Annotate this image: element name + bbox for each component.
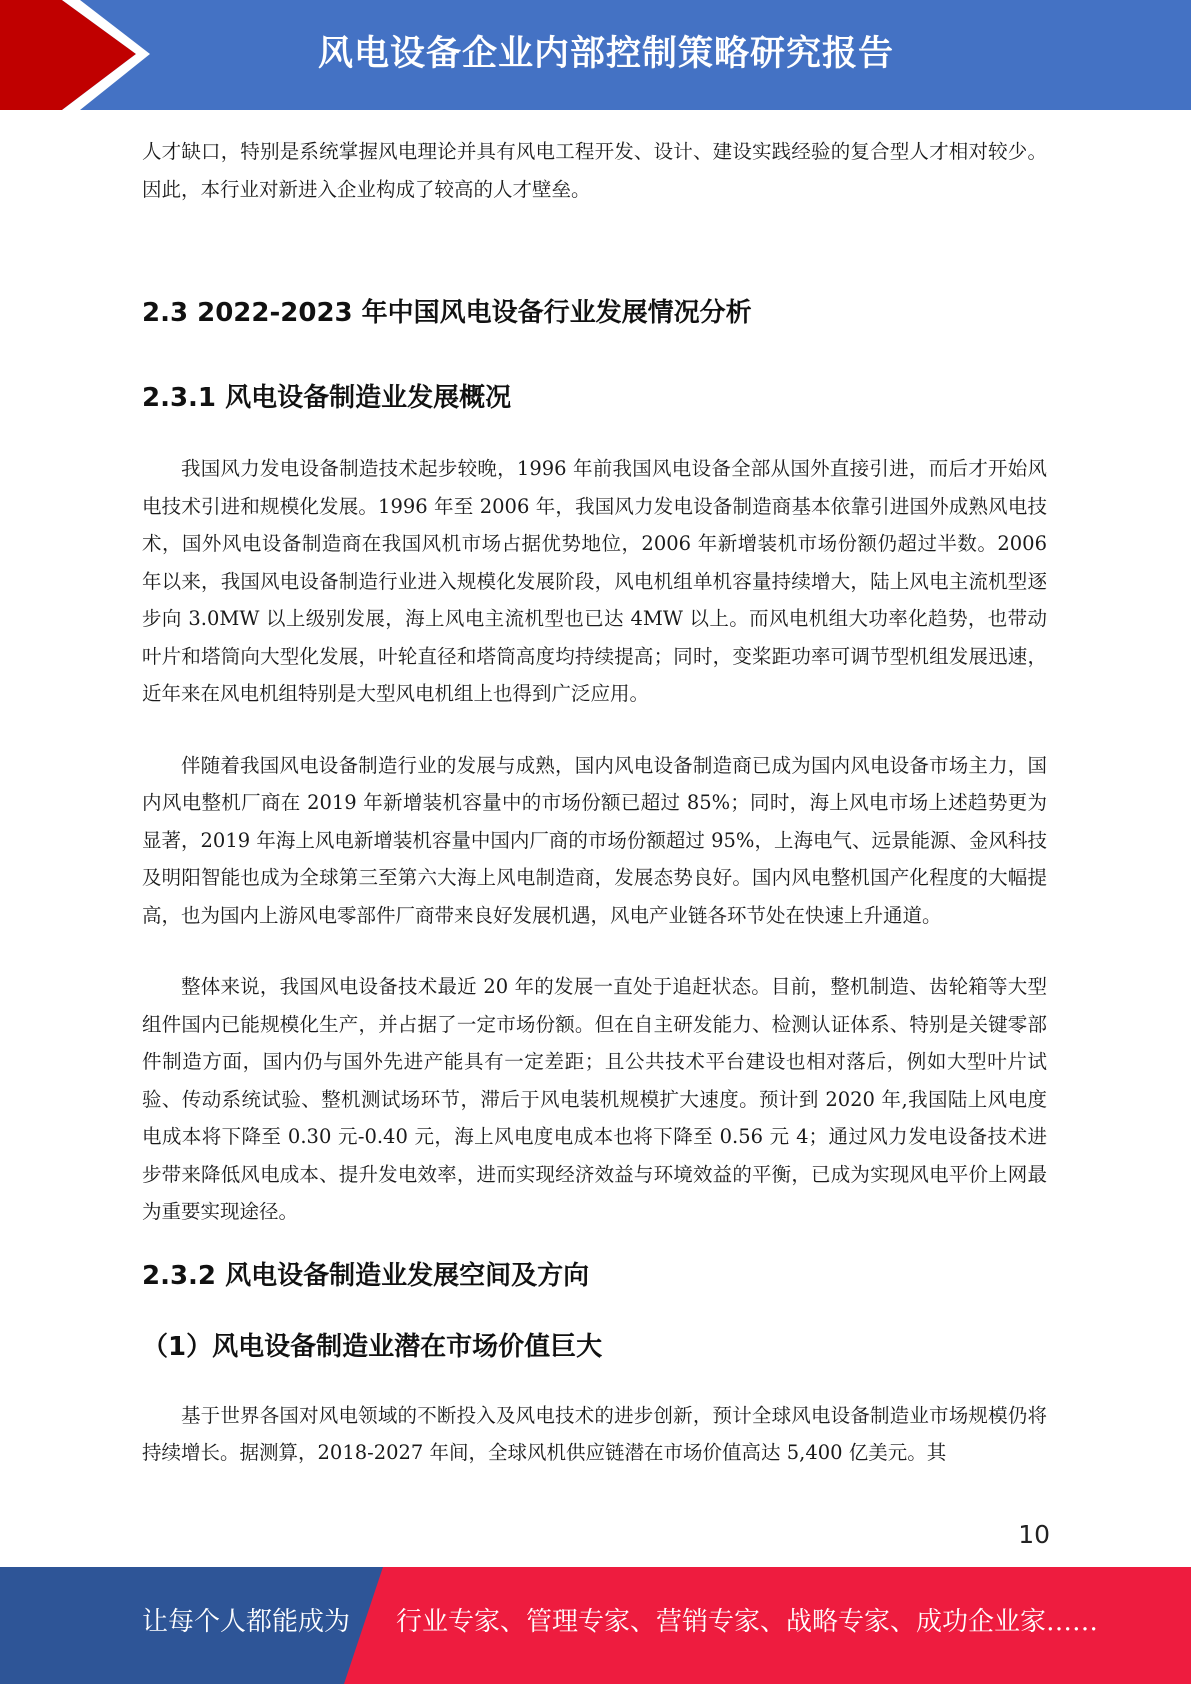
page-number: 10 [1018,1520,1050,1549]
page-footer [0,1567,1191,1684]
paragraph-domestic-market: 伴随着我国风电设备制造行业的发展与成熟，国内风电设备制造商已成为国内风电设备市场主力，国内风电整机厂商在 2019 年新增装机容量中的市场份额已超过 85%；同时，海上风电市场上述趋势更为显著，2019 年海上风电新增装机容量中国内厂商的市场份额超过 95%，上海电气、远景能源、金风科技及明阳智能也成为全球第三至第六大海上风电制造商，发展态势良好。国内风电整机国产化程度的大幅提高，也为国内上游风电零部件厂商带来良好发展机遇，风电产业链各环节处在快速上升通道。 [142,753,1047,927]
section-heading-2-3-2: 2.3.2 风电设备制造业发展空间及方向 [142,1260,590,1291]
header-red-arrow [0,0,136,110]
paragraph-technology-gap: 整体来说，我国风电设备技术最近 20 年的发展一直处于追赶状态。目前，整机制造、齿轮箱等大型组件国内已能规模化生产，并占据了一定市场份额。但在自主研发能力、检测认证体系、特别是关键零部件制造方面，国内仍与国外先进产能具有一定差距；且公共技术平台建设也相对落后，例如大型叶片试验、传动系统试验、整机测试场环节，滞后于风电装机规模扩大速度。预计到 2020 年,我国陆上风电度电成本将下降至 0.30 元-0.40 元，海上风电度电成本也将下降至 0.56 元 4；通过风力发电设备技术进步带来降低风电成本、提升发电效率，进而实现经济效益与环境效益的平衡，已成为实现风电平价上网最为重要实现途径。 [142,975,1047,1223]
section-heading-2-3: 2.3 2022-2023 年中国风电设备行业发展情况分析 [142,298,752,328]
paragraph-intro: 人才缺口，特别是系统掌握风电理论并具有风电工程开发、设计、建设实践经验的复合型人才相对较少。因此，本行业对新进入企业构成了较高的人才壁垒。 [142,140,1047,201]
page-header [0,0,1191,110]
section-heading-2-3-1: 2.3.1 风电设备制造业发展概况 [142,383,512,413]
subheading-market-value: （1）风电设备制造业潜在市场价值巨大 [142,1331,603,1362]
report-title: 风电设备企业内部控制策略研究报告 [318,34,895,74]
paragraph-market-value: 基于世界各国对风电领域的不断投入及风电技术的进步创新，预计全球风电设备制造业市场规模仍将持续增长。据测算，2018-2027 年间，全球风机供应链潜在市场价值高达 5,400 亿美元。其 [142,1403,1047,1464]
footer-slogan-right: 行业专家、管理专家、营销专家、战略专家、成功企业家…… [396,1607,1099,1637]
document-body [142,133,1047,1472]
footer-slogan-left: 让每个人都能成为 [142,1607,351,1637]
paragraph-overview: 我国风力发电设备制造技术起步较晚，1996 年前我国风电设备全部从国外直接引进，而后才开始风电技术引进和规模化发展。1996 年至 2006 年，我国风力发电设备制造商基本依靠引进国外成熟风电技术，国外风电设备制造商在我国风机市场占据优势地位，2006 年新增装机市场份额仍超过半数。2006 年以来，我国风电设备制造行业进入规模化发展阶段，风电机组单机容量持续增大，陆上风电主流机型逐步向 3.0MW 以上级别发展，海上风电主流机型也已达 4MW 以上。而风电机组大功率化趋势，也带动叶片和塔筒向大型化发展，叶轮直径和塔筒高度均持续提高；同时，变桨距功率可调节型机组发展迅速，近年来在风电机组特别是大型风电机组上也得到广泛应用。 [142,457,1047,705]
